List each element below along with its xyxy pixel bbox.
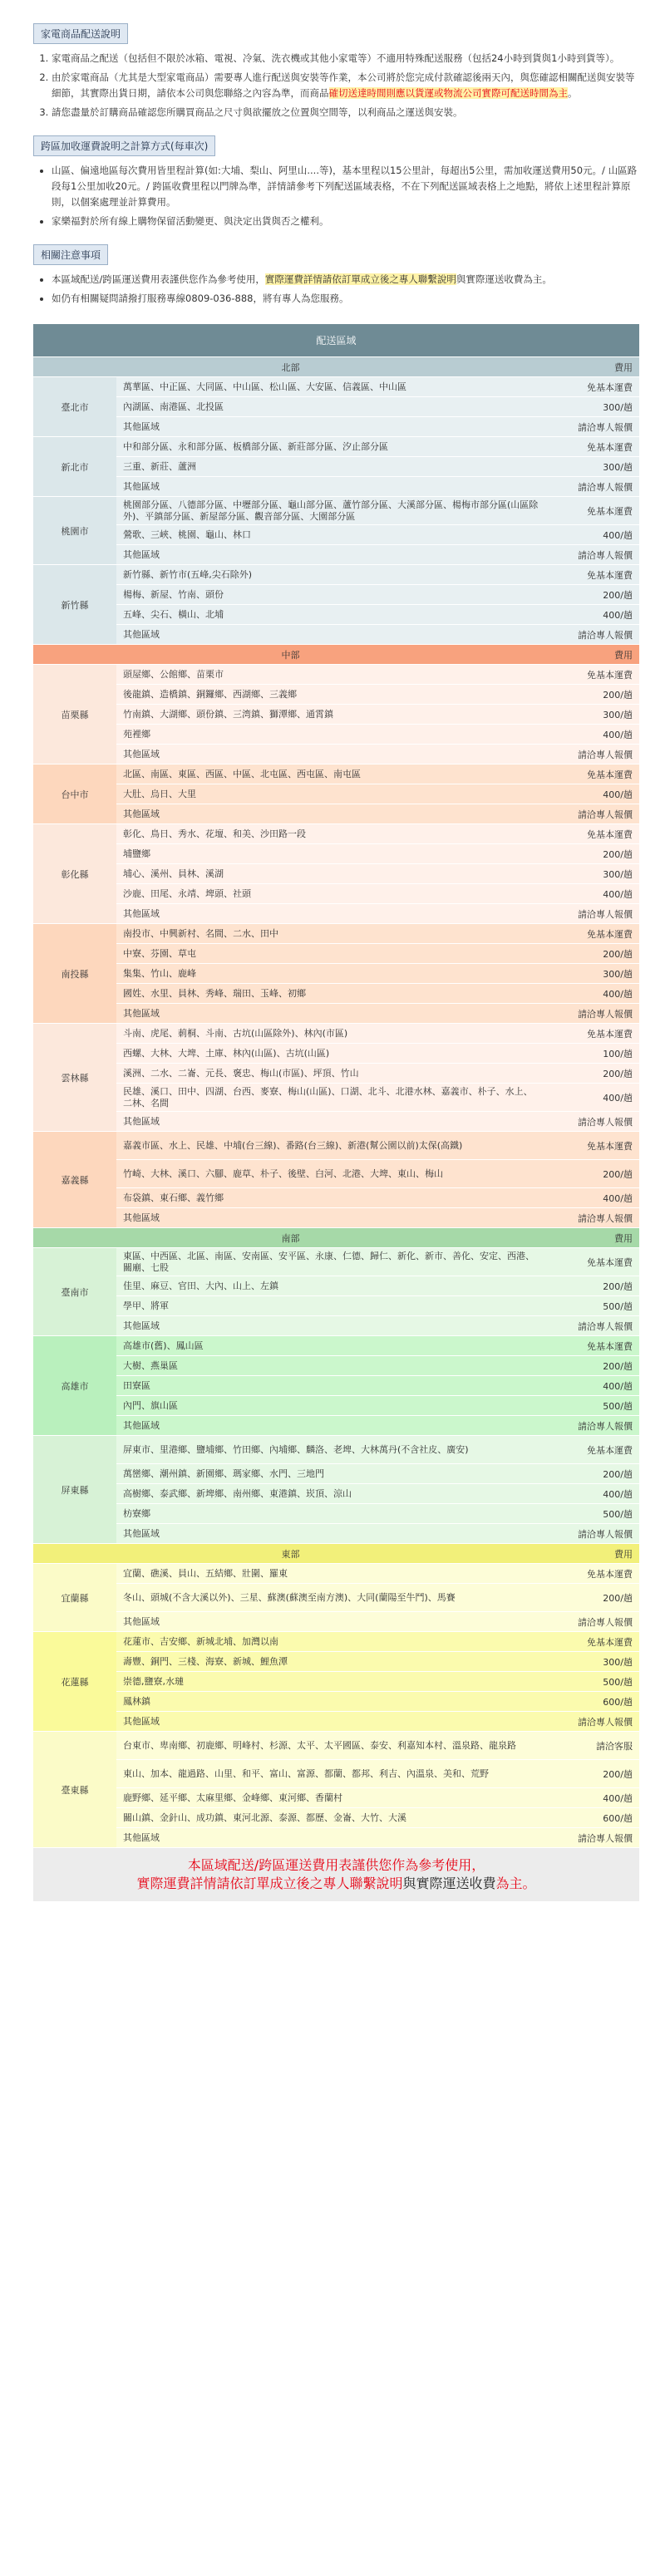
table-row <box>33 1436 639 1464</box>
appliance-list <box>52 51 642 120</box>
fee-header: 費用 <box>548 357 639 377</box>
appliance-note-2-text: 由於家電商品（尤其是大型家電商品）需要專人進行配送與安裝等作業，本公司將於您完成付款確認後兩天內，與您確認相關配送與安裝等細節，其實際出貨日期，請依本公司與您聯絡之內容為準，而商品 <box>52 71 635 99</box>
fee-value: 200/趟 <box>548 1584 639 1612</box>
notice-note-1-d: 費為主。 <box>513 273 552 285</box>
fee-value: 請洽專人報價 <box>548 625 639 645</box>
table-row <box>33 924 639 944</box>
notice-title: 相關注意事項 <box>33 244 108 265</box>
shipping-table <box>33 323 639 1848</box>
appliance-title: 家電商品配送說明 <box>33 23 128 44</box>
table-row <box>33 1248 639 1276</box>
notice-section <box>33 244 642 307</box>
city-name: 台中市 <box>33 764 116 824</box>
city-group <box>33 764 639 824</box>
fee-value: 免基本運費 <box>548 764 639 784</box>
table-row <box>33 417 639 437</box>
fee-value: 200/趟 <box>548 1356 639 1376</box>
table-row <box>33 1208 639 1228</box>
district-list: 宜蘭、礁溪、員山、五結鄉、壯圍、羅東 <box>116 1564 548 1584</box>
district-list: 萬華區、中正區、大同區、中山區、松山區、大安區、信義區、中山區 <box>116 377 548 397</box>
fee-value: 200/趟 <box>548 1760 639 1788</box>
table-row <box>33 1024 639 1044</box>
appliance-note-1: 1. 家電商品之配送（包括但不限於冰箱、電視、冷氣、洗衣機或其他小家電等）不適用特殊配送服務（包括24小時到貨與1小時到貨等）。 <box>52 51 642 66</box>
fee-value: 免基本運費 <box>548 377 639 397</box>
notice-note-1-a: 本區域配送/跨區運送費用表謹供您作為參考使用， <box>52 273 265 285</box>
fee-value: 400/趟 <box>548 1484 639 1504</box>
fee-value: 200/趟 <box>548 944 639 964</box>
district-list: 大肚、烏日、大里 <box>116 784 548 804</box>
fee-value: 免基本運費 <box>548 665 639 685</box>
city-name: 桃園市 <box>33 497 116 565</box>
table-row <box>33 745 639 764</box>
table-row <box>33 545 639 565</box>
district-list: 枋寮鄉 <box>116 1504 548 1524</box>
table-row <box>33 665 639 685</box>
table-row <box>33 1760 639 1788</box>
fee-value: 400/趟 <box>548 525 639 545</box>
remote-note-2: • 家樂福對於所有線上購物保留活動變更、與決定出貨與否之權利。 <box>52 214 642 229</box>
district-list: 壽豐、銅門、三棧、海寮、新城、鯉魚潭 <box>116 1652 548 1672</box>
table-row <box>33 1808 639 1828</box>
footer-line-1: 本區域配送/跨區運送費用表謹供您作為參考使用， <box>187 1857 485 1873</box>
table-row <box>33 1464 639 1484</box>
fee-value: 400/趟 <box>548 984 639 1004</box>
table-row <box>33 497 639 525</box>
city-group <box>33 1336 639 1436</box>
district-list: 其他區域 <box>116 1524 548 1544</box>
city-group <box>33 1248 639 1336</box>
district-list: 其他區域 <box>116 477 548 497</box>
fee-value: 400/趟 <box>548 605 639 625</box>
district-list: 埔鹽鄉 <box>116 844 548 864</box>
district-list: 高樹鄉、泰武鄉、新埤鄉、南州鄉、東港鎮、崁頂、涼山 <box>116 1484 548 1504</box>
fee-value: 免基本運費 <box>548 1024 639 1044</box>
table-row <box>33 625 639 645</box>
table-row <box>33 1376 639 1396</box>
fee-value: 請洽客服 <box>548 1732 639 1760</box>
region-name: 南部 <box>33 1228 548 1248</box>
fee-value: 400/趟 <box>548 725 639 745</box>
fee-value: 免基本運費 <box>548 437 639 457</box>
district-list: 其他區域 <box>116 1612 548 1632</box>
table-row <box>33 1132 639 1160</box>
fee-value: 請洽專人報價 <box>548 1208 639 1228</box>
city-name: 雲林縣 <box>33 1024 116 1132</box>
table-row <box>33 1788 639 1808</box>
fee-value: 400/趟 <box>548 784 639 804</box>
district-list: 斗南、虎尾、莿桐、斗南、古坑(山區除外)、林內(市區) <box>116 1024 548 1044</box>
district-list: 萬巒鄉、潮州鎮、新園鄉、瑪家鄉、水門、三地門 <box>116 1464 548 1484</box>
region-header-row <box>33 1228 639 1248</box>
district-list: 其他區域 <box>116 904 548 924</box>
district-list: 東山、加本、龍過路、山里、和平、富山、富源、都蘭、都邦、利吉、內溫泉、美和、荒野 <box>116 1760 548 1788</box>
city-name: 宜蘭縣 <box>33 1564 116 1632</box>
fee-value: 500/趟 <box>548 1504 639 1524</box>
table-row <box>33 1188 639 1208</box>
district-list: 苑裡鄉 <box>116 725 548 745</box>
remote-list <box>52 163 642 229</box>
city-group <box>33 1732 639 1848</box>
district-list: 鶯歌、三峽、桃園、龜山、林口 <box>116 525 548 545</box>
fee-value: 400/趟 <box>548 1084 639 1112</box>
district-list: 屏東市、里港鄉、鹽埔鄉、竹田鄉、內埔鄉、麟洛、老埤、大林萬丹(不含社皮、廣安) <box>116 1436 548 1464</box>
district-list: 溪洲、二水、二崙、元長、褒忠、梅山(市區)、坪頂、竹山 <box>116 1064 548 1084</box>
fee-value: 請洽專人報價 <box>548 1828 639 1848</box>
table-row <box>33 1316 639 1336</box>
fee-value: 200/趟 <box>548 1276 639 1296</box>
appliance-note-2-highlight: 確切送達時間則應以貨運或物流公司實際可配送時間為主 <box>328 87 568 99</box>
fee-value: 400/趟 <box>548 1188 639 1208</box>
district-list: 其他區域 <box>116 1112 548 1132</box>
footer-line-2 <box>33 1875 639 1893</box>
fee-value: 請洽專人報價 <box>548 1524 639 1544</box>
table-row <box>33 1504 639 1524</box>
table-row <box>33 1672 639 1692</box>
region-header-group <box>33 645 639 665</box>
fee-value: 免基本運費 <box>548 1632 639 1652</box>
district-list: 佳里、麻豆、官田、大內、山上、左鎮 <box>116 1276 548 1296</box>
table-row <box>33 1612 639 1632</box>
footer-notice <box>33 1848 639 1901</box>
table-row <box>33 1160 639 1188</box>
fee-value: 請洽專人報價 <box>548 417 639 437</box>
region-header-row <box>33 645 639 665</box>
fee-value: 200/趟 <box>548 585 639 605</box>
district-list: 竹南鎮、大湖鄉、頭份鎮、三湾鎮、獅潭鄉、通霄鎮 <box>116 705 548 725</box>
table-row <box>33 477 639 497</box>
table-row <box>33 1112 639 1132</box>
district-list: 三重、新莊、蘆洲 <box>116 457 548 477</box>
table-row <box>33 1296 639 1316</box>
fee-value: 200/趟 <box>548 844 639 864</box>
district-list: 北區、南區、東區、西區、中區、北屯區、西屯區、南屯區 <box>116 764 548 784</box>
district-list: 中和部分區、永和部分區、板橋部分區、新莊部分區、汐止部分區 <box>116 437 548 457</box>
remote-note-1: • 山區、偏遠地區每次費用皆里程計算(如:大埔、梨山、阿里山....等)，基本里程以15公里計，每超出5公里，需加收運送費用50元。/ 山區路段每1公里加收20元。/ 跨區收費里程以門牌為準，詳情請參考下列配送區域表格，不在下列配送區域表格上之地點，將依上述里程計算原則，以個案處理並計算費用。 <box>52 163 642 210</box>
notice-note-1-c: 與實際運送收 <box>456 273 514 285</box>
district-list: 國姓、水里、員林、秀峰、瑞田、玉峰、初鄉 <box>116 984 548 1004</box>
fee-value: 免基本運費 <box>548 824 639 844</box>
district-list: 東區、中西區、北區、南區、安南區、安平區、永康、仁德、歸仁、新化、新市、善化、安定、西港、關廟、七股 <box>116 1248 548 1276</box>
fee-value: 200/趟 <box>548 1160 639 1188</box>
table-row <box>33 1276 639 1296</box>
table-row <box>33 1584 639 1612</box>
fee-value: 500/趟 <box>548 1672 639 1692</box>
fee-value: 600/趟 <box>548 1692 639 1712</box>
fee-header: 費用 <box>548 1544 639 1564</box>
fee-value: 200/趟 <box>548 685 639 705</box>
fee-value: 免基本運費 <box>548 1336 639 1356</box>
fee-value: 300/趟 <box>548 864 639 884</box>
table-row <box>33 377 639 397</box>
district-list: 花蓮市、吉安鄉、新城北埔、加灣以南 <box>116 1632 548 1652</box>
fee-value: 200/趟 <box>548 1064 639 1084</box>
fee-value: 免基本運費 <box>548 565 639 585</box>
fee-value: 免基本運費 <box>548 924 639 944</box>
table-row <box>33 565 639 585</box>
district-list: 西螺、大林、大埤、土庫、林內(山區)、古坑(山區) <box>116 1044 548 1064</box>
table-row <box>33 585 639 605</box>
fee-value: 請洽專人報價 <box>548 1416 639 1436</box>
city-group <box>33 924 639 1024</box>
table-row <box>33 725 639 745</box>
table-row <box>33 1652 639 1672</box>
table-row <box>33 904 639 924</box>
district-list: 嘉義市區、水上、民雄、中埔(台三線)、番路(台三線)、新港(幫公園以前)太保(高鐵) <box>116 1132 548 1160</box>
table-row <box>33 824 639 844</box>
district-list: 其他區域 <box>116 545 548 565</box>
table-title: 配送區域 <box>33 324 639 357</box>
table-row <box>33 1828 639 1848</box>
fee-value: 請洽專人報價 <box>548 1316 639 1336</box>
fee-value: 300/趟 <box>548 705 639 725</box>
fee-value: 600/趟 <box>548 1808 639 1828</box>
city-name: 臺北市 <box>33 377 116 437</box>
fee-value: 免基本運費 <box>548 497 639 525</box>
city-name: 臺南市 <box>33 1248 116 1336</box>
region-header-group <box>33 357 639 377</box>
district-list: 南投市、中興新村、名間、二水、田中 <box>116 924 548 944</box>
fee-value: 請洽專人報價 <box>548 1612 639 1632</box>
city-group <box>33 1632 639 1732</box>
footer-line-2-black: 與實際運送收費 <box>402 1875 496 1891</box>
district-list: 其他區域 <box>116 1416 548 1436</box>
fee-value: 請洽專人報價 <box>548 1112 639 1132</box>
table-row <box>33 1732 639 1760</box>
district-list: 高雄市(舊)、鳳山區 <box>116 1336 548 1356</box>
city-name: 新竹縣 <box>33 565 116 645</box>
district-list: 民雄、溪口、田中、四湖、台西、麥寮、梅山(山區)、口湖、北斗、北港水林、嘉義市、朴子、水上、二林、名間 <box>116 1084 548 1112</box>
district-list: 鳳林鎮 <box>116 1692 548 1712</box>
district-list: 沙鹿、田尾、永靖、埤頭、社頭 <box>116 884 548 904</box>
fee-value: 請洽專人報價 <box>548 1712 639 1732</box>
appliance-note-2 <box>52 70 642 101</box>
fee-value: 請洽專人報價 <box>548 477 639 497</box>
table-row <box>33 1632 639 1652</box>
table-row <box>33 457 639 477</box>
city-name: 高雄市 <box>33 1336 116 1436</box>
district-list: 五峰、尖石、橫山、北埔 <box>116 605 548 625</box>
district-list: 冬山、頭城(不含大溪以外)、三星、蘇澳(蘇澳至南方澳)、大同(蘭陽至牛鬥)、馬賽 <box>116 1584 548 1612</box>
district-list: 其他區域 <box>116 1004 548 1024</box>
district-list: 其他區域 <box>116 417 548 437</box>
district-list: 布袋鎮、東石鄉、義竹鄉 <box>116 1188 548 1208</box>
table-title-row <box>33 324 639 357</box>
city-group <box>33 1436 639 1544</box>
fee-value: 免基本運費 <box>548 1564 639 1584</box>
fee-value: 500/趟 <box>548 1396 639 1416</box>
notice-note-1 <box>52 272 642 288</box>
district-list: 竹崎、大林、溪口、六腳、鹿草、朴子、後壁、白河、北港、大埤、東山、梅山 <box>116 1160 548 1188</box>
appliance-note-3: 3. 請您盡量於訂購商品確認您所購買商品之尺寸與欲擺放之位置與空間等，以利商品之運送與安裝。 <box>52 105 642 120</box>
table-row <box>33 984 639 1004</box>
table-row <box>33 1416 639 1436</box>
fee-value: 請洽專人報價 <box>548 545 639 565</box>
city-name: 臺東縣 <box>33 1732 116 1848</box>
fee-value: 100/趟 <box>548 1044 639 1064</box>
table-row <box>33 784 639 804</box>
city-name: 花蓮縣 <box>33 1632 116 1732</box>
fee-value: 免基本運費 <box>548 1248 639 1276</box>
appliance-note-2-end: 。 <box>568 87 578 99</box>
region-name: 中部 <box>33 645 548 665</box>
district-list: 內門、旗山區 <box>116 1396 548 1416</box>
city-name: 南投縣 <box>33 924 116 1024</box>
fee-value: 請洽專人報價 <box>548 904 639 924</box>
table-row <box>33 437 639 457</box>
table-row <box>33 1064 639 1084</box>
fee-value: 300/趟 <box>548 457 639 477</box>
table-row <box>33 397 639 417</box>
fee-value: 請洽專人報價 <box>548 804 639 824</box>
district-list: 彰化、鳥日、秀水、花壇、和美、沙田路一段 <box>116 824 548 844</box>
table-row <box>33 1084 639 1112</box>
appliance-section <box>33 23 642 120</box>
table-row <box>33 1712 639 1732</box>
district-list: 學甲、將軍 <box>116 1296 548 1316</box>
district-list: 其他區域 <box>116 745 548 764</box>
district-list: 大樹、燕巢區 <box>116 1356 548 1376</box>
city-name: 彰化縣 <box>33 824 116 924</box>
footer-line-2-red: 實際運費詳情請依訂單成立後之專人聯繫說明 <box>136 1875 403 1891</box>
district-list: 桃園部分區、八德部分區、中壢部分區、龜山部分區、蘆竹部分區、大溪部分區、楊梅市部分區(山區除外)、平鎮部分區、新屋部分區、觀音部分區、大園部分區 <box>116 497 548 525</box>
fee-value: 免基本運費 <box>548 1132 639 1160</box>
table-row <box>33 1044 639 1064</box>
footer-line-2-end: 為主。 <box>495 1875 536 1891</box>
table-row <box>33 1396 639 1416</box>
city-group <box>33 1564 639 1632</box>
district-list: 後龍鎮、造橋鎮、銅鑼鄉、西湖鄉、三義鄉 <box>116 685 548 705</box>
remote-section <box>33 135 642 229</box>
table-row <box>33 964 639 984</box>
district-list: 頭屋鄉、公館鄉、苗栗市 <box>116 665 548 685</box>
remote-title: 跨區加收運費說明之計算方式(每車次) <box>33 135 215 156</box>
city-group <box>33 497 639 565</box>
fee-value: 400/趟 <box>548 1376 639 1396</box>
fee-value: 300/趟 <box>548 1652 639 1672</box>
district-list: 其他區域 <box>116 1712 548 1732</box>
fee-value: 400/趟 <box>548 884 639 904</box>
district-list: 崇德,鹽寮,水璉 <box>116 1672 548 1692</box>
district-list: 其他區域 <box>116 1208 548 1228</box>
region-header-group <box>33 1544 639 1564</box>
fee-header: 費用 <box>548 645 639 665</box>
district-list: 楊梅、新屋、竹南、頭份 <box>116 585 548 605</box>
table-row <box>33 685 639 705</box>
city-group <box>33 665 639 764</box>
fee-value: 500/趟 <box>548 1296 639 1316</box>
city-group <box>33 1024 639 1132</box>
district-list: 中寮、芬園、草屯 <box>116 944 548 964</box>
district-list: 田寮區 <box>116 1376 548 1396</box>
city-group <box>33 1132 639 1228</box>
district-list: 內湖區、南港區、北投區 <box>116 397 548 417</box>
region-name: 東部 <box>33 1544 548 1564</box>
table-row <box>33 525 639 545</box>
fee-value: 300/趟 <box>548 397 639 417</box>
district-list: 集集、竹山、鹿峰 <box>116 964 548 984</box>
city-group <box>33 565 639 645</box>
district-list: 新竹縣、新竹市(五峰,尖石除外) <box>116 565 548 585</box>
district-list: 鹿野鄉、延平鄉、太麻里鄉、金峰鄉、東河鄉、香蘭村 <box>116 1788 548 1808</box>
table-row <box>33 1692 639 1712</box>
table-row <box>33 605 639 625</box>
fee-header: 費用 <box>548 1228 639 1248</box>
table-row <box>33 705 639 725</box>
fee-value: 免基本運費 <box>548 1436 639 1464</box>
region-name: 北部 <box>33 357 548 377</box>
table-row <box>33 1004 639 1024</box>
table-row <box>33 864 639 884</box>
fee-value: 請洽專人報價 <box>548 745 639 764</box>
table-row <box>33 1356 639 1376</box>
district-list: 其他區域 <box>116 1316 548 1336</box>
region-header-row <box>33 1544 639 1564</box>
district-list: 關山鎮、金針山、成功鎮、東河北源、泰源、都歷、金崙、大竹、大溪 <box>116 1808 548 1828</box>
city-name: 新北市 <box>33 437 116 497</box>
notice-note-2: • 如仍有相關疑問請撥打服務專線0809-036-888，將有專人為您服務。 <box>52 291 642 307</box>
table-row <box>33 1336 639 1356</box>
table-row <box>33 804 639 824</box>
district-list: 埔心、溪州、員林、溪湖 <box>116 864 548 884</box>
region-header-row <box>33 357 639 377</box>
fee-value: 200/趟 <box>548 1464 639 1484</box>
fee-value: 請洽專人報價 <box>548 1004 639 1024</box>
city-group <box>33 377 639 437</box>
table-row <box>33 844 639 864</box>
table-row <box>33 944 639 964</box>
table-row <box>33 884 639 904</box>
notice-list <box>52 272 642 307</box>
table-row <box>33 1484 639 1504</box>
notice-note-1-b: 實際運費詳情請依訂單成立後之專人聯繫說明 <box>264 273 456 285</box>
table-row <box>33 1524 639 1544</box>
district-list: 其他區域 <box>116 804 548 824</box>
district-list: 其他區域 <box>116 1828 548 1848</box>
fee-value: 300/趟 <box>548 964 639 984</box>
table-row <box>33 1564 639 1584</box>
fee-value: 400/趟 <box>548 1788 639 1808</box>
district-list: 其他區域 <box>116 625 548 645</box>
city-name: 嘉義縣 <box>33 1132 116 1228</box>
region-header-group <box>33 1228 639 1248</box>
district-list: 台東市、卑南鄉、初鹿鄉、明峰村、杉源、太平、太平國區、泰安、利嘉知本村、溫泉路、龍泉路 <box>116 1732 548 1760</box>
city-group <box>33 824 639 924</box>
city-name: 屏東縣 <box>33 1436 116 1544</box>
city-name: 苗栗縣 <box>33 665 116 764</box>
table-row <box>33 764 639 784</box>
city-group <box>33 437 639 497</box>
